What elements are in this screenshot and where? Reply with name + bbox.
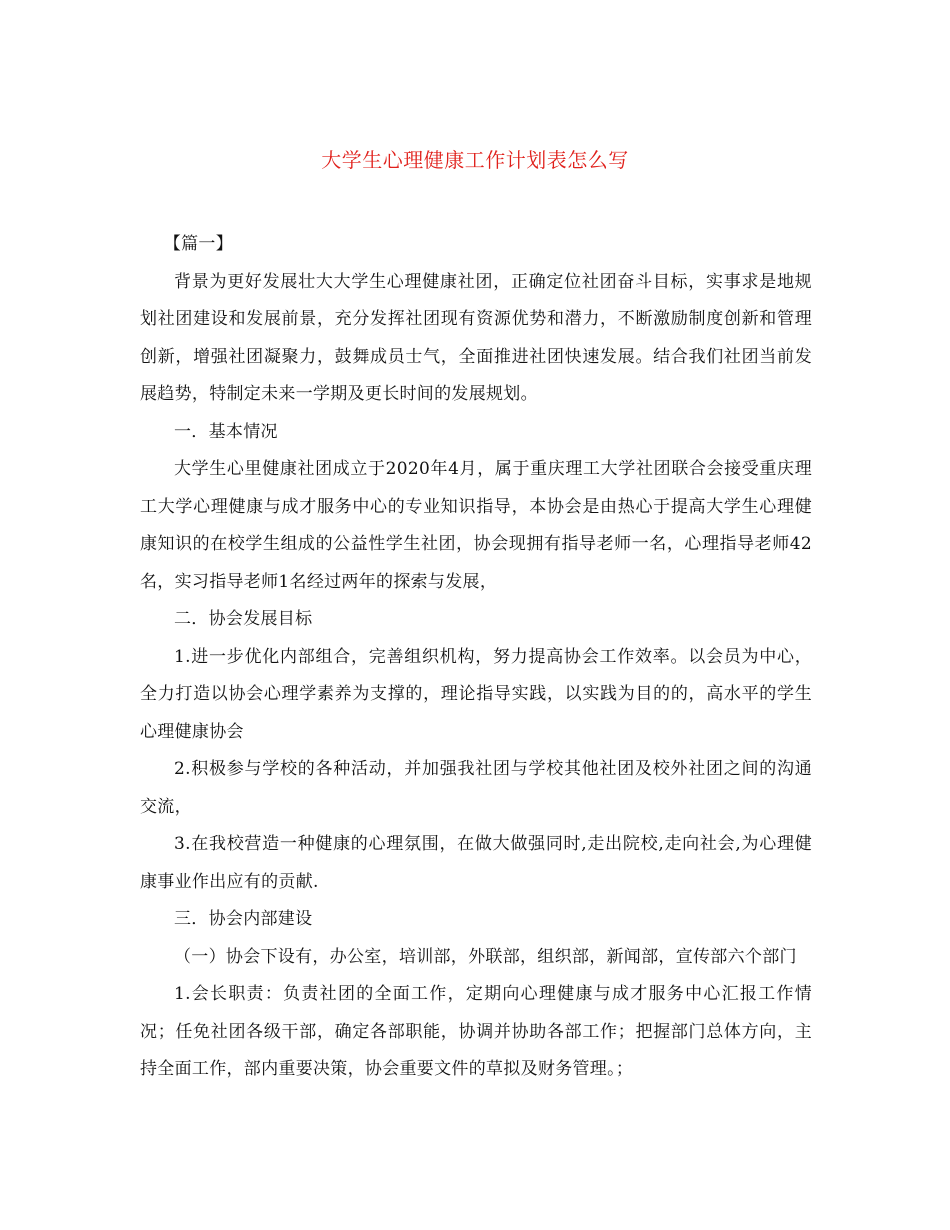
paragraph: （一）协会下设有，办公室，培训部，外联部，组织部，新闻部，宣传部六个部门 [174, 946, 797, 967]
paragraph: 2.积极参与学校的各种活动，并加强我社团与学校其他社团及校外社团之间的沟通交流， [140, 759, 812, 817]
paragraph: 3.在我校营造一种健康的心理氛围，在做大做强同时,走出院校,走向社会,为心理健康事业作出应有的贡献. [140, 834, 812, 892]
document-title: 大学生心理健康工作计划表怎么写 [321, 148, 629, 172]
paragraph: 背景为更好发展壮大大学生心理健康社团，正确定位社团奋斗目标，实事求是地规划社团建设和发展前景，充分发挥社团现有资源优势和潜力，不断激励制度创新和管理创新，增强社团凝聚力，鼓舞成员士气，全面推进社团快速发展。结合我们社团当前发展趋势，特制定未来一学期及更长时间的发展规划。 [140, 271, 812, 404]
section-heading: 三．协会内部建设 [174, 909, 313, 929]
section-label: 【篇一】 [163, 234, 233, 254]
section-heading: 一．基本情况 [174, 421, 278, 442]
document-body [140, 226, 812, 1089]
paragraph: 1.会长职责：负责社团的全面工作，定期向心理健康与成才服务中心汇报工作情况；任免社团各级干部，确定各部职能，协调并协助各部工作；把握部门总体方向，主持全面工作，部内重要决策，协会重要文件的草拟及财务管理。； [140, 984, 812, 1079]
section-heading: 二．协会发展目标 [174, 609, 313, 629]
paragraph: 大学生心里健康社团成立于2020年4月，属于重庆理工大学社团联合会接受重庆理工大学心理健康与成才服务中心的专业知识指导，本协会是由热心于提高大学生心理健康知识的在校学生组成的公益性学生社团，协会现拥有指导老师一名，心理指导老师42名，实习指导老师1名经过两年的探索与发展， [140, 459, 812, 592]
paragraph: 1.进一步优化内部组合，完善组织机构，努力提高协会工作效率。以会员为中心，全力打造以协会心理学素养为支撑的，理论指导实践，以实践为目的的，高水平的学生心理健康协会 [140, 646, 812, 742]
